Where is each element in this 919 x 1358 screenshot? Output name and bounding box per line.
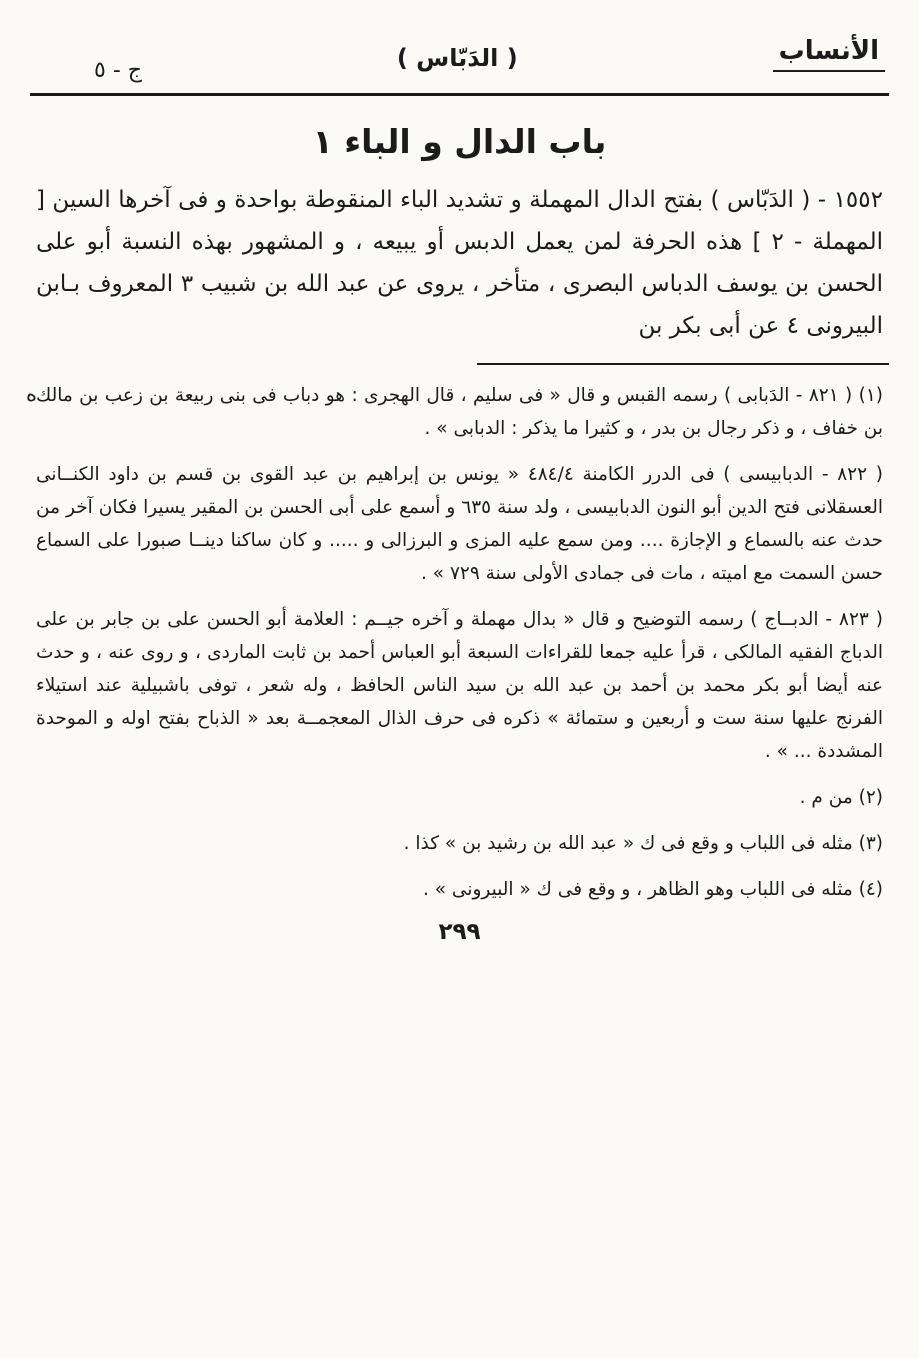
footnotes-section: [36, 379, 883, 906]
header-book-title: الأنساب: [773, 36, 885, 72]
footnote-item: ( ٨٢٣ - الدبــاج ) رسمه التوضيح و قال « بدال مهملة و آخره جيــم : العلامة أبو الحسن على بن جابر بن على الدباج الفقيه المالكى ، قرأ عليه جمعا للقراءات السبعة أبو العباس أحمد بن ثابت الماردى ، و روى عنه ، و حدث عنه أيضا أبو بكر محمد بن أحمد بن عبد الله بن سيد الناس الحافظ ، وله شعر ، توفى باشبيلية عند استيلاء الفرنج عليها سنة ست و أربعين و ستمائة » ذكره فى حرف الذال المعجمــة بعد « الذباح بفتح اوله و الموحدة المشددة ... » .: [36, 609, 883, 762]
page-header: [30, 36, 889, 96]
chapter-title: باب الدال و الباء ١: [312, 122, 607, 161]
footnote-item: (٢) من م .: [799, 787, 883, 808]
margin-line-mark: ه: [26, 382, 38, 406]
footnote-item: ( ٨٢٢ - الدبابيسى ) فى الدرر الكامنة ٤٨٤/٤ « يونس بن إبراهيم بن عبد القوى بن قسم بن داود الكنــانى العسقلانى فتح الدين أبو النون الدبابيسى ، ولد سنة ٦٣٥ و أسمع على أبى الحسن بن المقير يسيرا فكان آخر من حدث عنه بالسماع و الإجازة .... ومن سمع عليه المزى و البرزالى و ..... و كان ساكنا دينــا صبورا على السماع حسن السمت مع اميته ، مات فى جمادى الأولى سنة ٧٢٩ » .: [36, 464, 883, 584]
main-entry-paragraph: ١٥٥٢ - ( الدَبّاس ) بفتح الدال المهملة و تشديد الباء المنقوطة بواحدة و فى آخرها السين [ المهملة - ٢ ] هذه الحرفة لمن يعمل الدبس أو يبيعه ، و المشهور بهذه النسبة أبو على الحسن بن يوسف الدباس البصرى ، متأخر ، يروى عن عبد الله بن شبيب ٣ المعروف بـابن البيرونى ٤ عن أبى بكر بن: [36, 187, 884, 339]
page-number: ٢٩٩: [438, 919, 481, 945]
header-volume-number: ج - ٥: [94, 58, 142, 83]
footnote-item: (٤) مثله فى اللباب وهو الظاهر ، و وقع فى ك « البيرونى » .: [422, 879, 883, 900]
footnote-item: (٣) مثله فى اللباب و وقع فى ك « عبد الله بن رشيد بن » كذا .: [403, 833, 883, 854]
header-entry-title: ( الدَبّاس ): [396, 44, 518, 72]
footnote-separator: [477, 363, 889, 365]
footnote-item: (١) ( ٨٢١ - الدَبابى ) رسمه القبس و قال « فى سليم ، قال الهجرى : هو دباب فى بنى ربيعة بن زعب بن مالك بن خفاف ، و ذكر رجال بن بدر ، و كثيرا ما يذكر : الدبابى » .: [36, 385, 883, 439]
